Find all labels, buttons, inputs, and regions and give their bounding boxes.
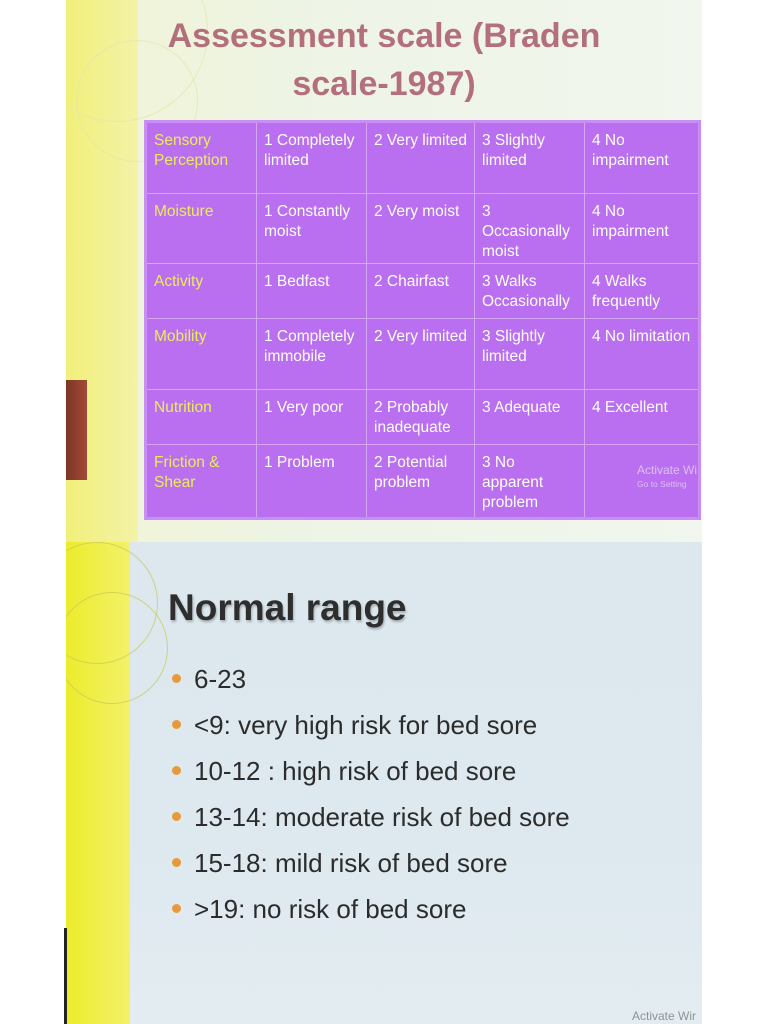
score-cell: 3 No apparent problem: [475, 445, 585, 519]
bullet-dot-icon: [172, 766, 181, 775]
watermark-line2: Go to Setting: [637, 479, 687, 489]
score-cell: 1 Problem: [257, 445, 367, 519]
table-row: [146, 445, 700, 519]
bullet-dot-icon: [172, 720, 181, 729]
activate-windows-watermark: [637, 463, 697, 491]
activate-windows-watermark: Activate Wir: [632, 1009, 697, 1023]
list-item-text: 10-12 : high risk of bed sore: [194, 756, 517, 786]
score-cell: 3 Slightly limited: [475, 122, 585, 194]
list-item-text: <9: very high risk for bed sore: [194, 710, 538, 740]
score-cell: 1 Very poor: [257, 390, 367, 445]
score-cell: 1 Completely immobile: [257, 319, 367, 390]
table-row: [146, 122, 700, 194]
bullet-dot-icon: [172, 812, 181, 821]
score-cell: 4 No impairment: [585, 122, 700, 194]
list-item: [172, 892, 570, 938]
score-cell: 2 Very limited: [367, 122, 475, 194]
score-cell: 2 Very limited: [367, 319, 475, 390]
category-cell: Mobility: [146, 319, 257, 390]
score-cell: 3 Adequate: [475, 390, 585, 445]
score-cell: 3 Occasionally moist: [475, 193, 585, 264]
decorative-ring: [66, 592, 168, 704]
score-cell: 4 Walks frequently: [585, 264, 700, 319]
list-item-text: 15-18: mild risk of bed sore: [194, 848, 508, 878]
category-cell: Friction & Shear: [146, 445, 257, 519]
score-cell: 4 No impairment: [585, 193, 700, 264]
list-item: [172, 754, 570, 800]
table-row: [146, 319, 700, 390]
list-item: [172, 708, 570, 754]
score-cell: 1 Bedfast: [257, 264, 367, 319]
score-cell: 2 Very moist: [367, 193, 475, 264]
normal-range-slide: [66, 542, 702, 1024]
bullet-dot-icon: [172, 858, 181, 867]
bullet-dot-icon: [172, 904, 181, 913]
score-cell: 4 No limitation: [585, 319, 700, 390]
score-cell: 4 Excellent: [585, 390, 700, 445]
dark-edge: [64, 928, 67, 1024]
bullet-dot-icon: [172, 674, 181, 683]
score-cell: 1 Completely limited: [257, 122, 367, 194]
slide-title: Normal range: [168, 587, 407, 628]
table-row: [146, 390, 700, 445]
braden-scale-slide: [66, 0, 702, 542]
wooden-edge: [66, 380, 87, 480]
score-cell: 1 Constantly moist: [257, 193, 367, 264]
table-row: [146, 193, 700, 264]
category-cell: Activity: [146, 264, 257, 319]
watermark-line1: Activate Wi: [637, 463, 698, 477]
category-cell: Sensory Perception: [146, 122, 257, 194]
slide-title: [66, 12, 702, 108]
list-item-text: 13-14: moderate risk of bed sore: [194, 802, 570, 832]
list-item: [172, 846, 570, 892]
category-cell: Nutrition: [146, 390, 257, 445]
score-cell: 2 Probably inadequate: [367, 390, 475, 445]
list-item-text: 6-23: [194, 664, 247, 694]
score-cell: 2 Potential problem: [367, 445, 475, 519]
score-cell: 2 Chairfast: [367, 264, 475, 319]
category-cell: Moisture: [146, 193, 257, 264]
list-item-text: >19: no risk of bed sore: [194, 894, 467, 924]
braden-table: [144, 120, 701, 520]
score-cell: 3 Slightly limited: [475, 319, 585, 390]
table-row: [146, 264, 700, 319]
score-cell: 3 Walks Occasionally: [475, 264, 585, 319]
range-list: [172, 662, 570, 938]
list-item: [172, 662, 570, 708]
list-item: [172, 800, 570, 846]
slide-title-line1: Assessment scale (Braden: [167, 17, 601, 55]
slide-title-line2: scale-1987): [292, 65, 476, 103]
